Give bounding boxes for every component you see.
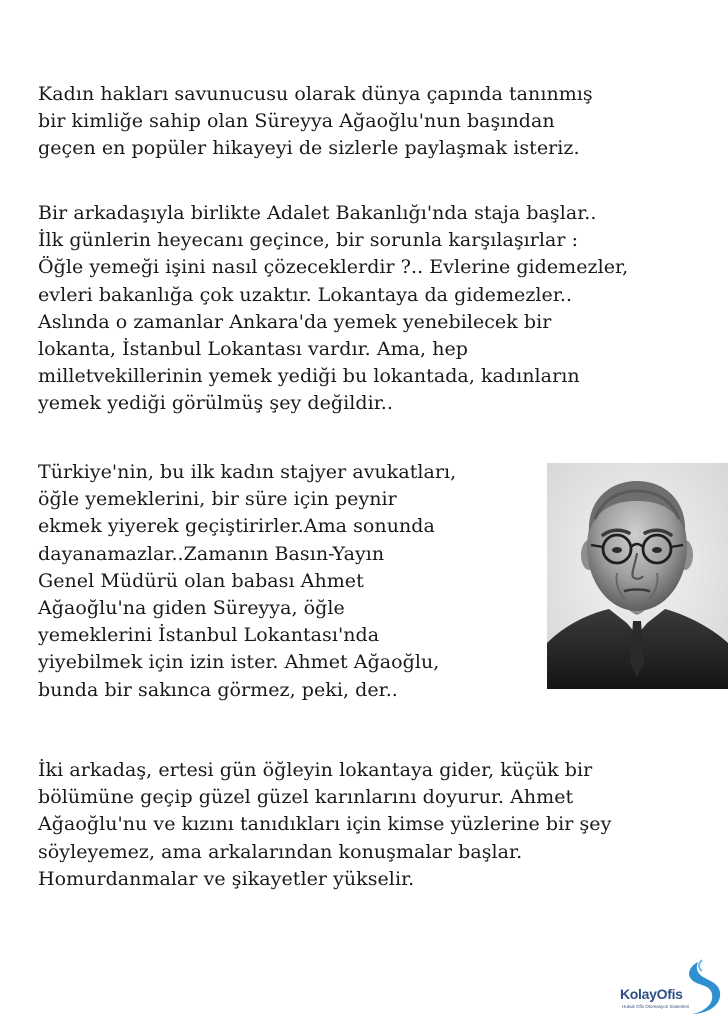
paragraph-line: Ağaoğlu'na giden Süreyya, öğle	[38, 597, 345, 620]
paragraph-permission	[38, 459, 456, 704]
paragraph-line: yemek yediği görülmüş şey değildir..	[38, 392, 393, 415]
paragraph-line: Öğle yemeği işini nasıl çözeceklerdir ?.. Evlerine gidemezler,	[38, 256, 629, 279]
paragraph-line: söyleyemez, ama arkalarından konuşmalar başlar.	[38, 840, 523, 863]
kolayofis-logo	[614, 958, 726, 1024]
paragraph-line: yemeklerini İstanbul Lokantası'nda	[38, 624, 380, 647]
paragraph-line: Ağaoğlu'nu ve kızını tanıdıkları için kimse yüzlerine bir şey	[38, 813, 612, 836]
paragraph-line: dayanamazlar..Zamanın Basın-Yayın	[38, 542, 385, 565]
paragraph-line: bir kimliğe sahip olan Süreyya Ağaoğlu'nun başından	[38, 110, 555, 133]
paragraph-intro	[38, 81, 593, 163]
paragraph-line: lokanta, İstanbul Lokantası vardır. Ama, hep	[38, 338, 469, 361]
logo-tagline: Hukuk Ofis Otomasyon Sistemleri	[622, 1004, 690, 1009]
paragraph-line: Homurdanmalar ve şikayetler yükselir.	[38, 867, 415, 890]
paragraph-internship	[38, 200, 628, 418]
paragraph-line: öğle yemeklerini, bir süre için peynir	[38, 488, 397, 511]
paragraph-restaurant	[38, 757, 611, 893]
paragraph-line: milletvekillerinin yemek yediği bu lokantada, kadınların	[38, 365, 580, 388]
paragraph-line: İki arkadaş, ertesi gün öğleyin lokantaya gider, küçük bir	[38, 759, 593, 781]
paragraph-line: Bir arkadaşıyla birlikte Adalet Bakanlığı'nda staja başlar..	[38, 202, 597, 224]
paragraph-line: yiyebilmek için izin ister. Ahmet Ağaoğlu,	[38, 651, 440, 674]
paragraph-line: bölümüne geçip güzel güzel karınlarını doyurur. Ahmet	[38, 786, 574, 809]
paragraph-line: ekmek yiyerek geçiştirirler.Ama sonunda	[38, 515, 435, 538]
paragraph-line: geçen en popüler hikayeyi de sizlerle paylaşmak isteriz.	[38, 137, 580, 160]
paragraph-line: Aslında o zamanlar Ankara'da yemek yenebilecek bir	[38, 310, 552, 333]
paragraph-line: Genel Müdürü olan babası Ahmet	[38, 569, 364, 592]
logo-wordmark: KolayOfis	[620, 986, 683, 1002]
paragraph-line: Türkiye'nin, bu ilk kadın stajyer avukatları,	[38, 461, 457, 483]
paragraph-line: bunda bir sakınca görmez, peki, der..	[38, 678, 398, 701]
paragraph-line: İlk günlerin heyecanı geçince, bir sorunla karşılaşırlar :	[38, 229, 579, 252]
paragraph-line: Kadın hakları savunucusu olarak dünya çapında tanınmış	[38, 83, 593, 105]
paragraph-line: evleri bakanlığa çok uzaktır. Lokantaya da gidemezler..	[38, 283, 573, 306]
portrait-photo	[547, 463, 728, 689]
